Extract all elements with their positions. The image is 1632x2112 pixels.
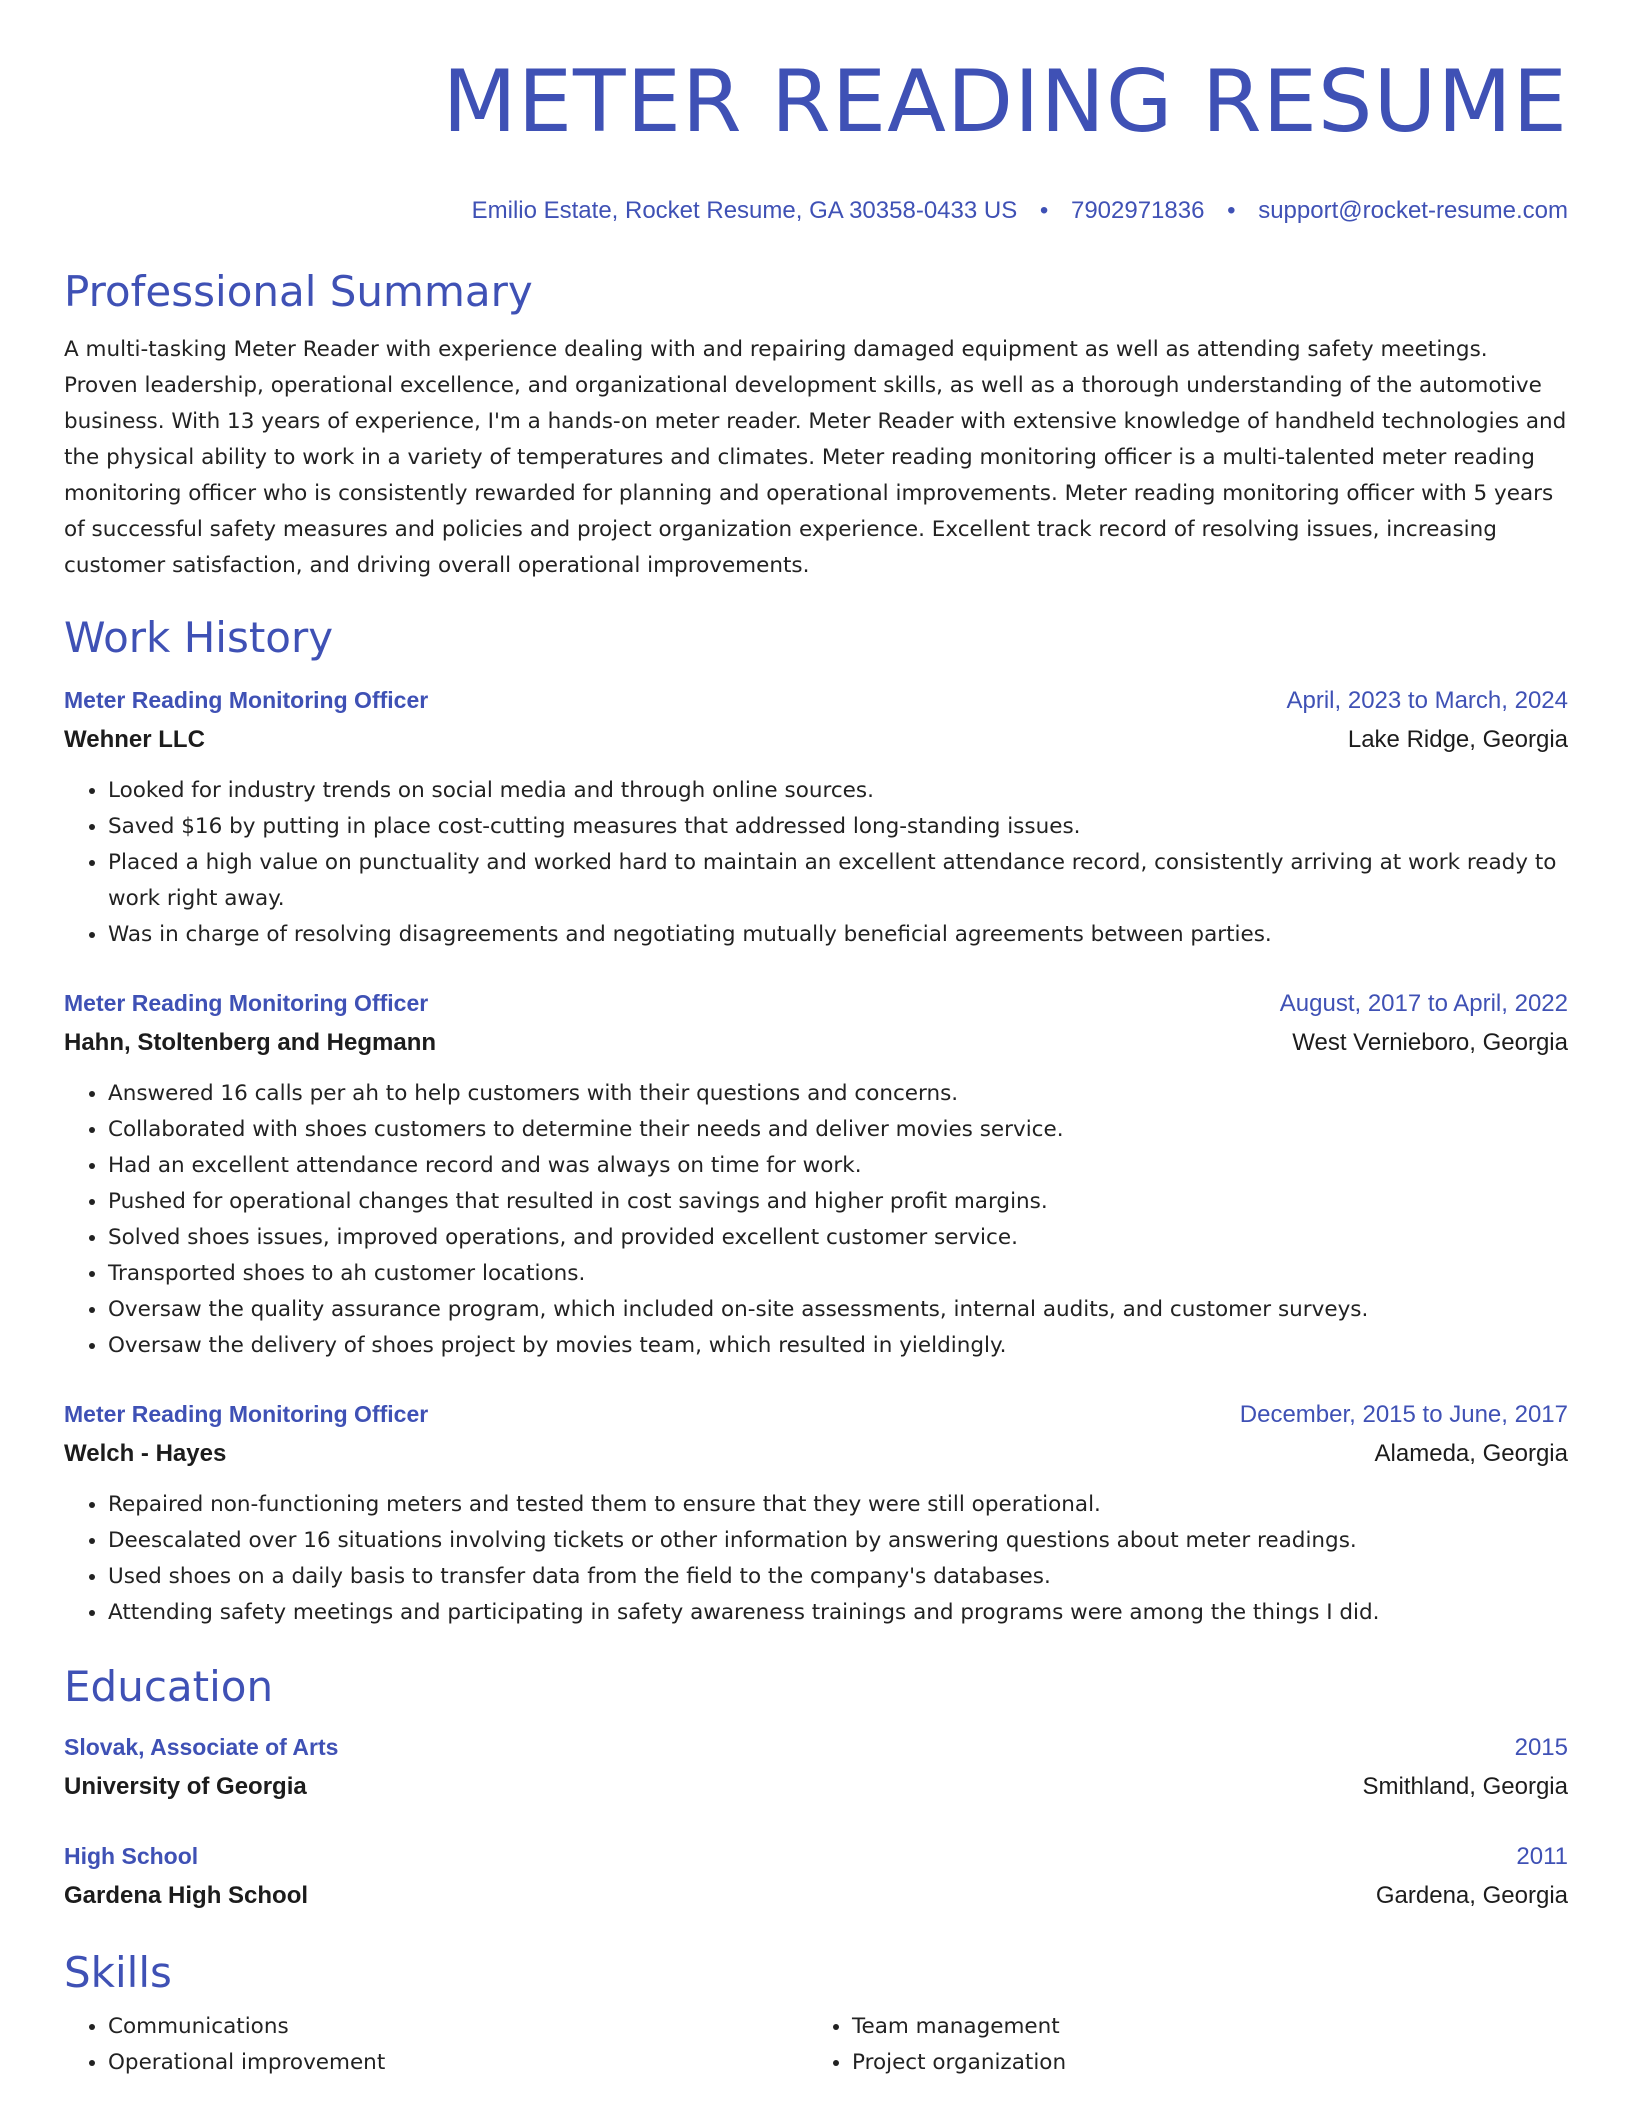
- job-role: Meter Reading Monitoring Officer: [64, 1401, 429, 1427]
- job-role: Meter Reading Monitoring Officer: [64, 990, 429, 1016]
- job-bullet: • Pushed for operational changes that resulted in cost savings and higher profit margins.: [108, 1184, 1568, 1220]
- job-bullets: [64, 1487, 1568, 1631]
- job-company: Hahn, Stoltenberg and Hegmann: [64, 1029, 437, 1056]
- job-entry: [64, 1394, 1568, 1631]
- job-bullet: • Deescalated over 16 situations involving tickets or other information by answering questions about meter readings.: [108, 1523, 1568, 1559]
- skill-item: • Communications: [108, 2009, 808, 2045]
- summary-text: A multi-tasking Meter Reader with experience dealing with and repairing damaged equipment as well as attending safety meetings. Proven leadership, operational excellence, and organizational development skills, as well as a thorough understanding of the automotive business. With 13 years of experience, I'm a hands-on meter reader. Meter Reader with extensive knowledge of handheld technologies and the physical ability to work in a variety of temperatures and climates. Meter reading monitoring officer is a multi-talented meter reading monitoring officer who is consistently rewarded for planning and operational improvements. Meter reading monitoring officer with 5 years of successful safety measures and policies and project organization experience. Excellent track record of resolving issues, increasing customer satisfaction, and driving overall operational improvements.: [64, 337, 1567, 578]
- education-entry: [64, 1836, 1568, 1915]
- job-bullet: • Was in charge of resolving disagreements and negotiating mutually beneficial agreements between parties.: [108, 917, 1568, 953]
- education-heading: Education: [64, 1662, 274, 1711]
- education-year: 2015: [1514, 1734, 1568, 1761]
- job-bullet: • Attending safety meetings and participating in safety awareness trainings and programs were among the things I did.: [108, 1595, 1568, 1631]
- contact-phone: 7902971836: [1070, 197, 1205, 224]
- job-bullet: • Answered 16 calls per ah to help customers with their questions and concerns.: [108, 1076, 1568, 1112]
- job-location: Alameda, Georgia: [1374, 1440, 1568, 1467]
- job-dates: August, 2017 to April, 2022: [1279, 990, 1568, 1017]
- education-degree: Slovak, Associate of Arts: [64, 1734, 339, 1760]
- job-bullets: [64, 1076, 1568, 1364]
- contact-separator: •: [1039, 197, 1049, 224]
- job-bullet: • Oversaw the delivery of shoes project by movies team, which resulted in yieldingly.: [108, 1328, 1568, 1364]
- skills-heading: Skills: [64, 1948, 172, 1997]
- job-bullet: • Had an excellent attendance record and was always on time for work.: [108, 1148, 1568, 1184]
- skill-item: • Team management: [852, 2009, 1552, 2045]
- job-bullet: • Used shoes on a daily basis to transfer data from the field to the company's databases.: [108, 1559, 1568, 1595]
- contact-address: Emilio Estate, Rocket Resume, GA 30358-0433 US: [471, 197, 1018, 224]
- job-company: Wehner LLC: [64, 726, 205, 753]
- job-company: Welch - Hayes: [64, 1440, 227, 1467]
- education-year: 2011: [1516, 1843, 1568, 1870]
- job-bullet: • Solved shoes issues, improved operations, and provided excellent customer service.: [108, 1220, 1568, 1256]
- job-bullets: [64, 773, 1568, 953]
- skills-list: [64, 2009, 1568, 2081]
- resume-title: METER READING RESUME: [442, 52, 1568, 152]
- education-location: Smithland, Georgia: [1362, 1773, 1568, 1800]
- job-bullet: • Looked for industry trends on social media and through online sources.: [108, 773, 1568, 809]
- skills-column-right: [808, 2009, 1552, 2081]
- education-school: University of Georgia: [64, 1773, 307, 1800]
- education-school: Gardena High School: [64, 1882, 309, 1909]
- contact-line: [64, 194, 1568, 228]
- contact-separator: •: [1227, 197, 1236, 224]
- education-degree: High School: [64, 1843, 199, 1869]
- job-bullet: • Repaired non-functioning meters and tested them to ensure that they were still operational.: [108, 1487, 1568, 1523]
- job-bullet: • Transported shoes to ah customer locations.: [108, 1256, 1568, 1292]
- skill-item: • Operational improvement: [108, 2045, 808, 2081]
- skill-item: • Project organization: [852, 2045, 1552, 2081]
- education-entry: [64, 1727, 1568, 1806]
- job-entry: [64, 983, 1568, 1364]
- education-location: Gardena, Georgia: [1375, 1882, 1568, 1909]
- job-bullet: • Oversaw the quality assurance program, which included on-site assessments, internal audits, and customer surveys.: [108, 1292, 1568, 1328]
- job-location: Lake Ridge, Georgia: [1347, 726, 1568, 753]
- contact-email: support@rocket-resume.com: [1258, 197, 1568, 224]
- job-bullet: • Saved $16 by putting in place cost-cutting measures that addressed long-standing issues.: [108, 809, 1568, 845]
- job-dates: April, 2023 to March, 2024: [1286, 687, 1568, 714]
- summary-heading: Professional Summary: [64, 267, 533, 316]
- job-bullet: • Placed a high value on punctuality and worked hard to maintain an excellent attendance record, consistently arriving at work ready to work right away.: [108, 845, 1568, 917]
- job-entry: [64, 680, 1568, 953]
- job-dates: December, 2015 to June, 2017: [1239, 1401, 1568, 1428]
- job-location: West Vernieboro, Georgia: [1292, 1029, 1568, 1056]
- job-role: Meter Reading Monitoring Officer: [64, 687, 429, 713]
- skills-column-left: [64, 2009, 808, 2081]
- job-bullet: • Collaborated with shoes customers to determine their needs and deliver movies service.: [108, 1112, 1568, 1148]
- work-history-heading: Work History: [64, 613, 334, 662]
